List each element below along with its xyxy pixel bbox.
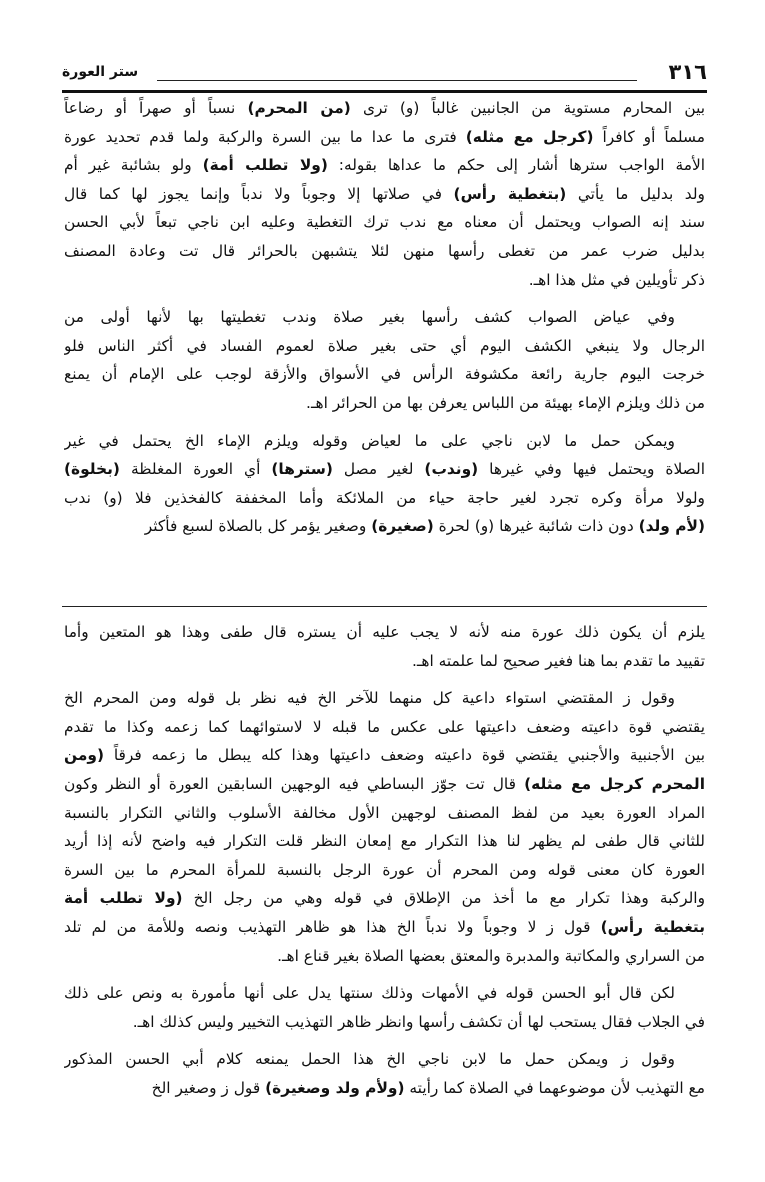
text-line [64,770,705,799]
text-segment: قول ز لا وجوباً ولا ندباً الخ هذا هو ظاهر التهذيب ونصه وللأمة من لم تلد [64,917,601,936]
text-segment: الأمة الواجب سترها أشار إلى حكم ما عداها بقوله: [327,156,705,175]
text-segment: أي العورة المغلظة [119,460,272,479]
text-segment: دون ذات شائبة غيرها (و) لحرة [433,517,639,536]
text-segment: المراد العورة بعيد من لفظ المصنف لوجهين الأول مخالفة الأسلوب والثاني التكرار بالنسبة [64,803,705,822]
text-line [64,1074,705,1103]
text-segment: وقول ز ويمكن حمل ما لابن ناجي الخ هذا الحمل يمنعه كلام أبي الحسن المذكور [64,1050,675,1069]
bold-matn-text: بتغطية رأس) [600,917,705,936]
text-line [64,799,705,828]
text-segment: سند إنه الصواب ويحتمل أن معناه مع ندب ترك التغطية وعليه ابن ناجي تبعاً لأبي الحسن [64,213,705,232]
text-line [64,827,705,856]
text-segment: تقييد ما تقدم بما هنا فغير صحيح لما علمته اهـ. [411,651,705,670]
bold-matn-text: (سترها) [271,460,333,479]
bold-matn-text: (ولأم ولد وصغيرة) [265,1078,405,1097]
text-line [64,151,705,180]
text-segment: بدليل ضرب عمر من تغطى رأسها منهن لئلا يتشبهن بالحرائر قال تت وعادة المصنف [64,241,705,260]
text-segment: خرجت اليوم جارية رائعة مكشوفة الرأس في الأسواق والأزقة لوجب على الإمام أن يمنع [64,365,705,384]
text-line [64,913,705,942]
paragraph [64,427,705,541]
bold-matn-text: (بخلوة) [64,460,120,479]
text-line [64,979,705,1008]
text-segment: مسلماً أو كافراً [593,127,705,146]
text-line [64,512,705,541]
text-line [64,208,705,237]
bold-matn-text: (صغيرة) [371,517,434,536]
bold-matn-text: (بتغطية رأس) [453,184,567,203]
text-line [64,389,705,418]
text-segment: العورة كان معنى قوله ومن المحرم أن عورة الرجل بالنسبة للمرأة المحرم ما بين السرة [64,860,705,879]
text-segment: ولد بدليل ما يأتي [566,184,705,203]
text-line [64,741,705,770]
paragraph [64,94,705,294]
page-number: ٣١٦ [668,60,707,84]
bold-matn-text: (لأم ولد) [638,517,705,536]
text-segment: ولولا مرأة وكره تجرد لغير حاجة حياء من الملائكة وأما المخففة كالفخذين فلا (و) ندب [64,488,705,507]
paragraph [64,618,705,675]
text-segment: فترى ما عدا ما بين السرة والركبة ولما قدم تحديد عورة [64,127,466,146]
bold-matn-text: (ولا تطلب أمة [64,889,183,908]
text-segment: لكن قال أبو الحسن قوله في الأمهات وذلك سنتها يدل على أنها مأمورة به ونص على ذلك [64,984,675,1003]
text-line [64,1008,705,1037]
text-line [64,360,705,389]
text-segment: ذكر تأويلين في مثل هذا اهـ. [528,270,705,289]
paragraph [64,303,705,417]
text-segment: يلزم أن يكون ذلك عورة منه لأنه لا يجب عليه أن يستره قال طفى وهذا هو المتعين وأما [64,623,705,641]
text-segment: ويمكن حمل ما لابن ناجي على ما لعياض وقوله ويلزم الإماء الخ يحتمل في غير [64,431,675,450]
text-line [64,713,705,742]
text-segment: الرجال ولا ينبغي الكشف اليوم أي حتى بغير صلاة لعموم الفساد في أكثر الناس فلو [64,336,705,355]
text-line [64,94,705,123]
text-segment: والركبة وهذا تكرار مع ما أخذ من الإطلاق في قوله وهي من رجل الخ [182,889,705,908]
header-line [157,80,637,81]
text-line [64,180,705,209]
text-line [64,484,705,513]
text-line [64,618,705,647]
text-segment: في صلاتها إلا وجوباً ولا ندباً وإنما يجوز لها كما قال [64,184,454,203]
bold-matn-text: (كرجل مع مثله) [465,127,594,146]
paragraph [64,684,705,970]
text-line [64,303,705,332]
text-segment: في الجلاب فقال يستحب لها أن تكشف رأسها وانظر ظاهر التهذيب التخيير وليس كذلك اهـ. [132,1012,705,1031]
text-segment: قول ز وصغير الخ [151,1078,266,1097]
header-rule [62,90,707,93]
text-segment: يقتضي قوة داعيته وضعف داعيتها على عكس ما قبله لا لاستوائهما كما زعمه وكذا ما تقدم [64,717,705,736]
paragraph [64,979,705,1036]
text-line [64,455,705,484]
text-line [64,332,705,361]
text-segment: مع التهذيب لأن موضوعهما في الصلاة كما رأيته [404,1078,705,1097]
text-line [64,1045,705,1074]
text-line [64,123,705,152]
text-line [64,856,705,885]
text-segment: من ذلك ويلزم الإماء بهيئة من اللباس يعرفن بها من الحرائر اهـ. [306,393,705,412]
text-segment: بين المحارم مستوية من الجانبين غالباً (و) ترى [350,99,705,117]
text-segment: بين الأجنبية والأجنبي يقتضي قوة داعيته وضعف داعيتها وهذا كله يبطل ما زعمه فرقاً [103,746,705,765]
text-segment: للثاني قال طفى لم يظهر لنا هذا التكرار مع إمعان النظر قلت التكرار فيه واضح لأنه إذا أريد [64,832,705,851]
footnotes [64,618,705,1112]
text-line [64,237,705,266]
bold-matn-text: (وندب) [424,460,479,479]
text-segment: من السراري والمكاتبة والمدبرة والمعتق بعضها الصلاة بغير قناع اهـ. [277,946,705,965]
bold-matn-text: (ومن [64,746,104,765]
text-segment: ولو بشائبة غير أم [64,156,203,175]
running-header [62,60,707,90]
text-line [64,684,705,713]
text-line [64,942,705,971]
main-text [64,94,705,550]
text-line [64,266,705,295]
text-segment: نسباً أو صهراً أو رضاعاً [64,99,248,117]
text-segment: الصلاة ويحتمل فيها وفي غيرها [478,460,705,479]
text-segment: وفي عياض الصواب كشف رأسها بغير صلاة وندب تغطيتها بها لأنها أولى من [64,308,675,327]
text-line [64,427,705,456]
text-segment: قال تت جوّز البساطي فيه الوجهين السابقين العورة أو النظر وكون [64,774,525,793]
text-line [64,647,705,676]
bold-matn-text: المحرم كرجل مع مثله) [524,774,705,793]
text-segment: وقول ز المقتضي استواء داعية كل منهما للآخر الخ فيه نظر بل قوله ومن المحرم الخ [64,689,675,708]
text-line [64,884,705,913]
footnote-separator [62,606,707,607]
bold-matn-text: (ولا تطلب أمة) [202,156,328,175]
text-segment: لغير مصل [332,460,425,479]
paragraph [64,1045,705,1102]
bold-matn-text: (من المحرم) [247,99,351,117]
text-segment: وصغير يؤمر كل بالصلاة لسبع فأكثر [144,517,372,536]
running-title: ستر العورة [62,64,139,80]
